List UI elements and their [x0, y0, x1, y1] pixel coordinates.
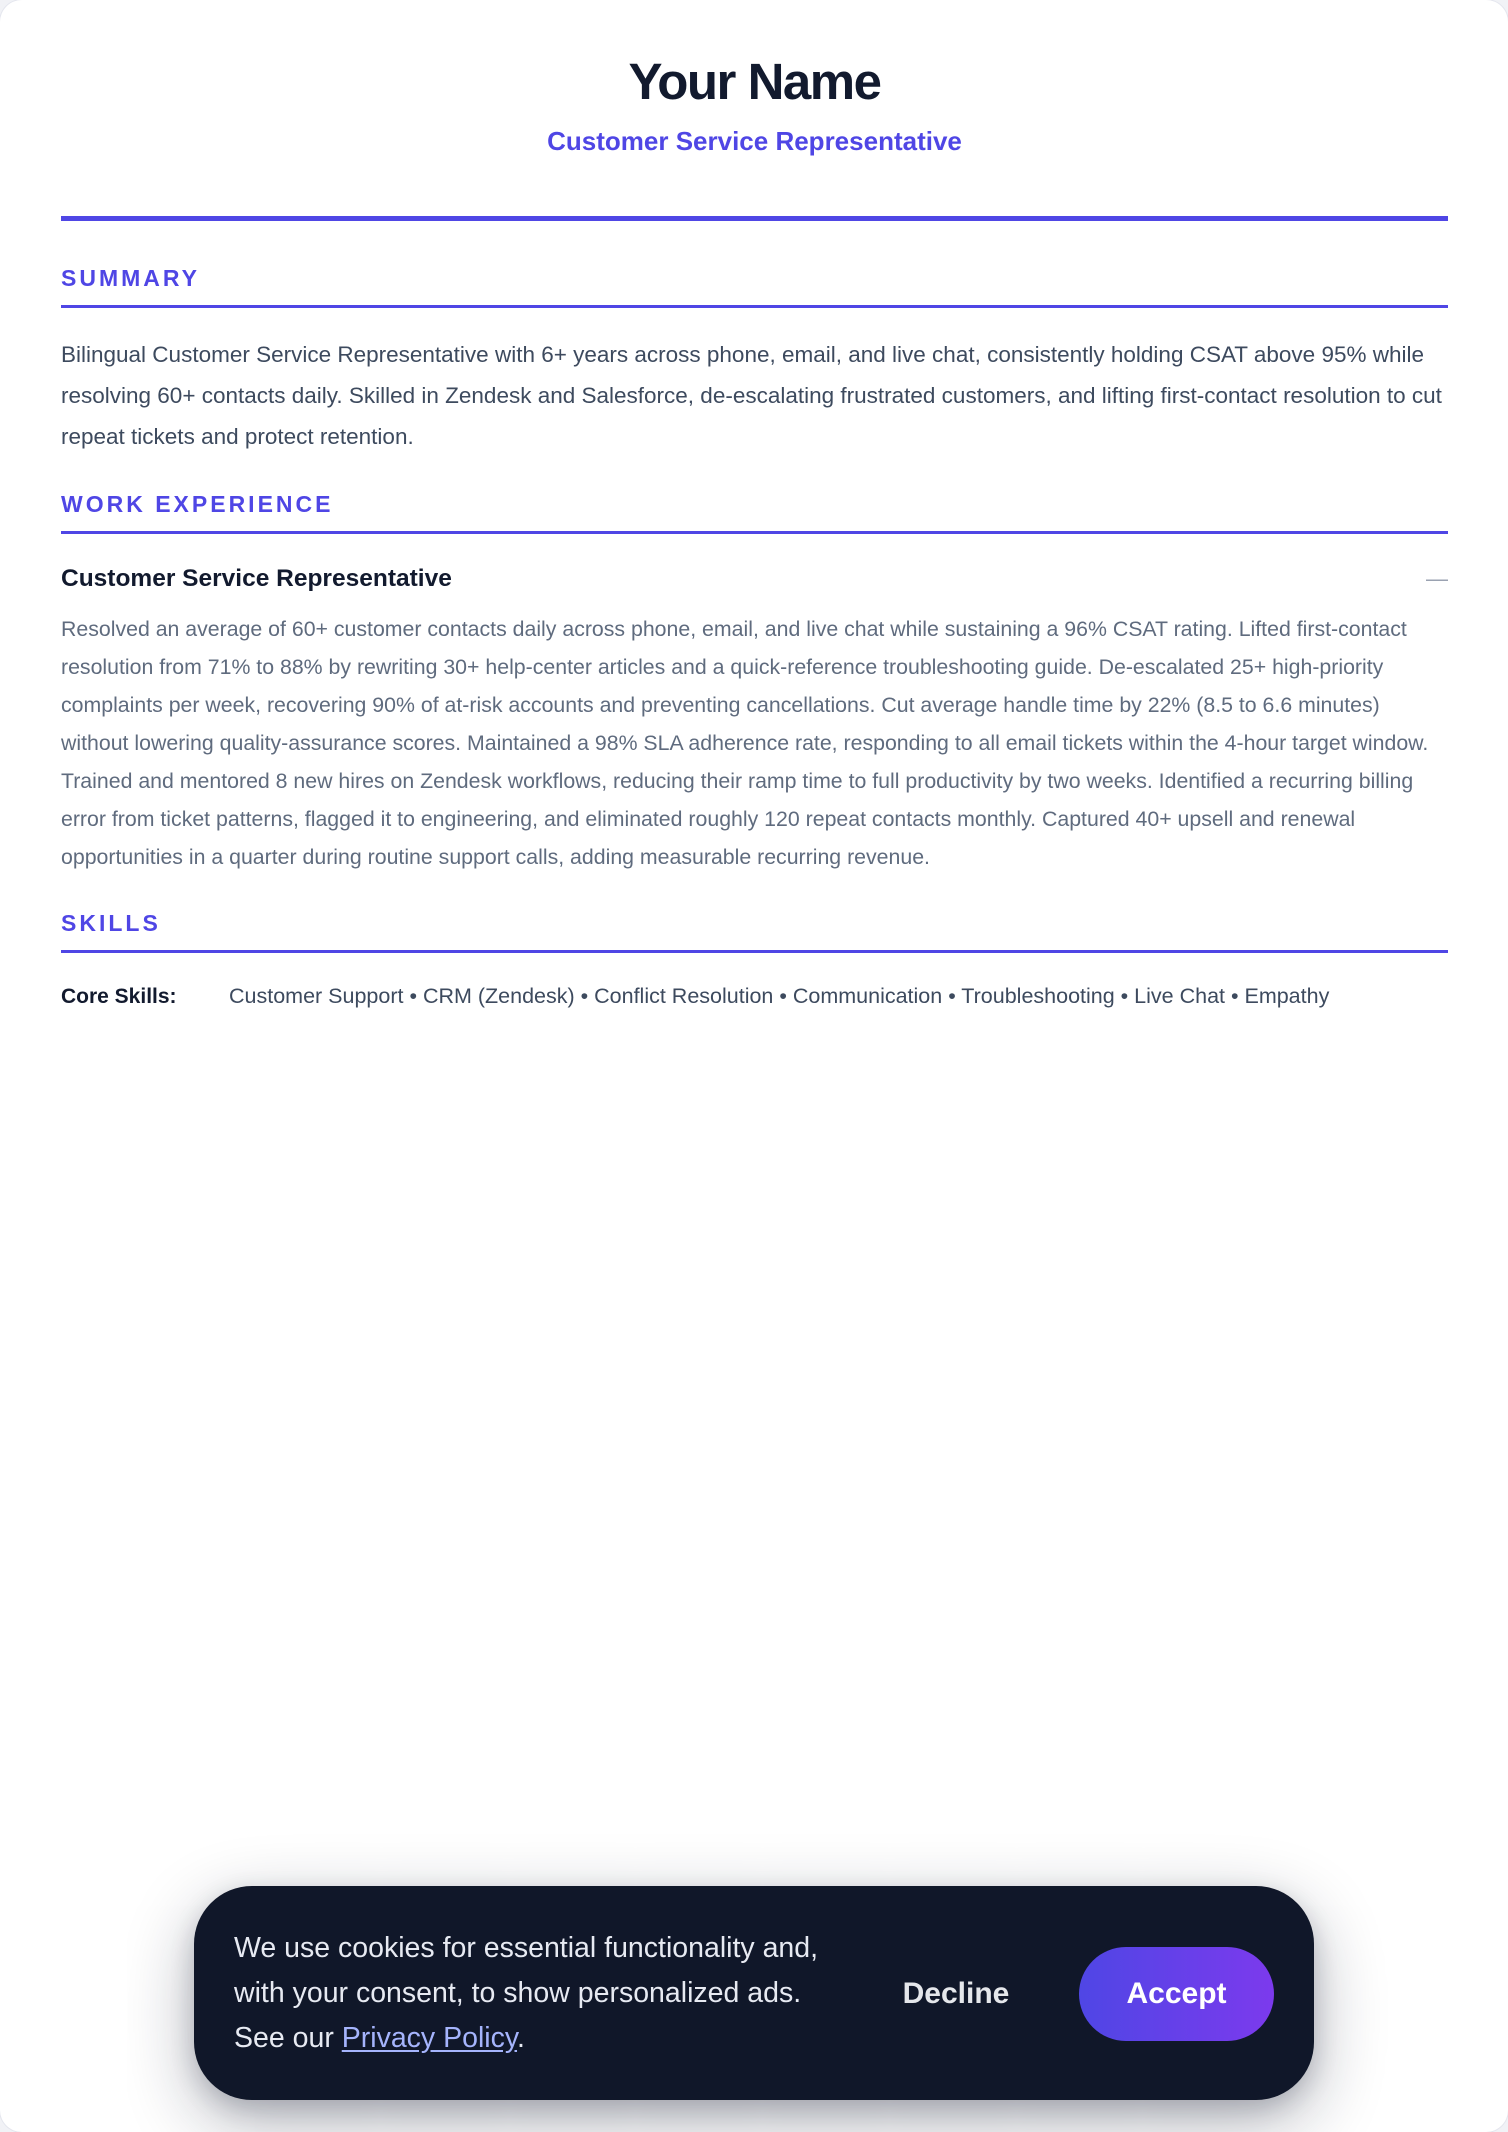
summary-heading: SUMMARY [61, 265, 200, 291]
resume-document [61, 0, 1448, 1012]
job-title: Customer Service Representative [61, 565, 452, 592]
decline-button[interactable]: Decline [902, 1977, 1010, 2010]
summary-text: Bilingual Customer Service Representative with 6+ years across phone, email, and live chat, consistently holding CSAT above 95% while resolving 60+ contacts daily. Skilled in Zendesk and Salesforce, de-escalating frustrated customers, and lifting first-contact resolution to cut repeat tickets and protect retention. [61, 342, 1442, 449]
skills-list: Customer Support • CRM (Zendesk) • Conflict Resolution • Communication • Troubleshooting • Live Chat • Empathy [229, 984, 1330, 1008]
summary-divider [61, 305, 1448, 308]
skills-heading: SKILLS [61, 910, 161, 936]
skills-divider [61, 950, 1448, 953]
job-entry [61, 564, 1448, 876]
cookie-message-text: We use cookies for essential functionality and, with your consent, to show personalized ads. See our [234, 1932, 819, 2054]
cookie-message [234, 1926, 854, 2061]
resume-role: Customer Service Representative [547, 126, 962, 156]
job-description: Resolved an average of 60+ customer contacts daily across phone, email, and live chat while sustaining a 96% CSAT rating. Lifted first-contact resolution from 71% to 88% by rewriting 30+ help-center articles and a quick-reference troubleshooting guide. De-escalated 25+ high-priority complaints per week, recovering 90% of at-risk accounts and preventing cancellations. Cut average handle time by 22% (8.5 to 6.6 minutes) without lowering quality-assurance scores. Maintained a 98% SLA adherence rate, responding to all email tickets within the 4-hour target window. Trained and mentored 8 new hires on Zendesk workflows, reducing their ramp time to full productivity by two weeks. Identified a recurring billing error from ticket patterns, flagged it to engineering, and eliminated roughly 120 repeat contacts monthly. Captured 40+ upsell and renewal opportunities in a quarter during routine support calls, adding measurable recurring revenue. [61, 617, 1429, 869]
cookie-banner [194, 1886, 1314, 2100]
cookie-message-end: . [517, 2022, 525, 2054]
accept-button[interactable]: Accept [1079, 1947, 1274, 2041]
skills-label: Core Skills: [61, 985, 177, 1008]
header-divider [61, 216, 1448, 221]
job-dates: — [1426, 566, 1448, 591]
job-header [61, 564, 1448, 594]
privacy-policy-link[interactable]: Privacy Policy [341, 2022, 518, 2054]
work-experience-heading: WORK EXPERIENCE [61, 491, 334, 517]
work-experience-divider [61, 531, 1448, 534]
skills-row [61, 981, 1448, 1012]
resume-name: Your Name [628, 53, 881, 110]
